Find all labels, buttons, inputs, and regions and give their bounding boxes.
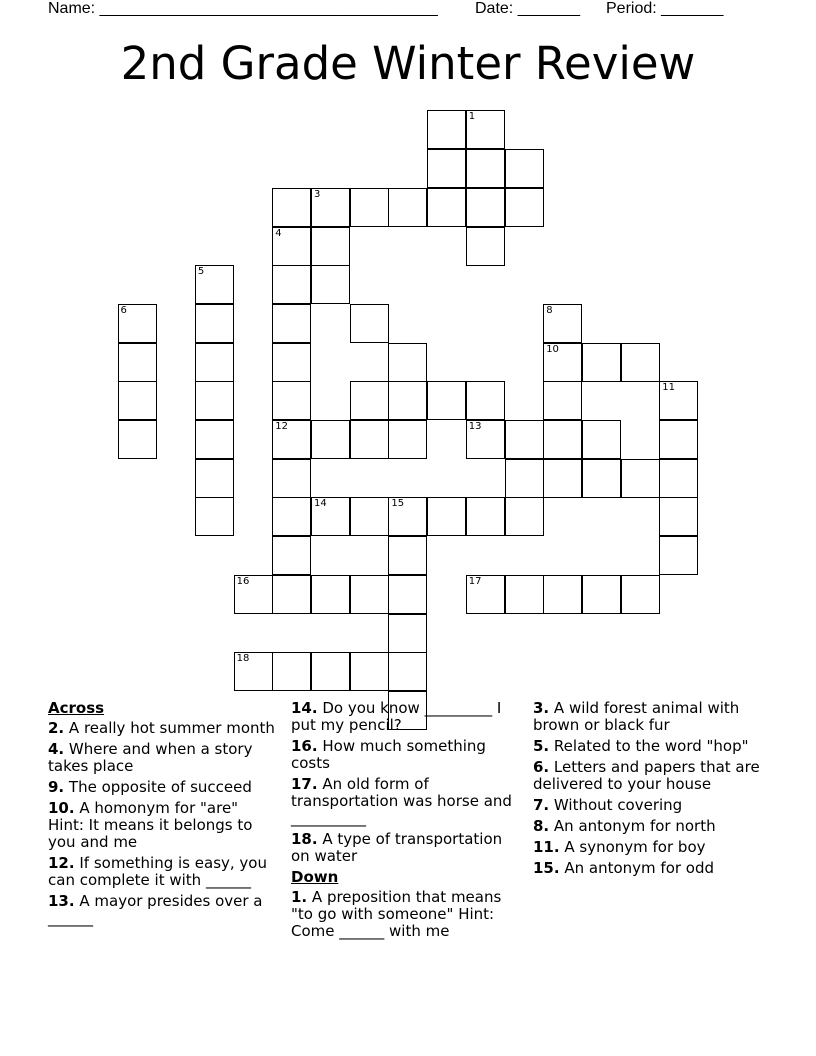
grid-cell[interactable]: [427, 497, 466, 536]
clue-item: [48, 855, 276, 889]
clue-number: 14.: [291, 699, 318, 717]
grid-cell[interactable]: [466, 149, 505, 188]
grid-cell[interactable]: [466, 575, 505, 614]
clue-text: How much something costs: [291, 737, 486, 772]
grid-cell[interactable]: [466, 188, 505, 227]
clues-column-2: [291, 700, 523, 944]
clue-item: [533, 839, 773, 856]
clue-number: 15.: [533, 859, 560, 877]
clue-text: A type of transportation on water: [291, 830, 503, 865]
grid-cell[interactable]: [388, 536, 427, 575]
grid-cell[interactable]: [272, 265, 311, 304]
clue-number: 10.: [48, 799, 75, 817]
grid-cell[interactable]: [505, 188, 544, 227]
clue-number: 9.: [48, 778, 65, 796]
down-clue-list-continued: [533, 700, 773, 877]
name-field[interactable]: Name: ______________________________________: [48, 0, 438, 17]
clue-number-label: 8: [546, 304, 553, 316]
grid-cell[interactable]: [543, 343, 582, 382]
grid-cell[interactable]: [505, 420, 544, 459]
clue-number: 5.: [533, 737, 550, 755]
clue-number: 3.: [533, 699, 550, 717]
clue-number: 11.: [533, 838, 560, 856]
grid-cell[interactable]: [543, 304, 582, 343]
grid-cell[interactable]: [272, 227, 311, 266]
grid-cell[interactable]: [466, 381, 505, 420]
clue-number-label: 11: [662, 382, 676, 394]
grid-cell[interactable]: [195, 343, 234, 382]
grid-cell[interactable]: [118, 381, 157, 420]
grid-cell[interactable]: [388, 420, 427, 459]
grid-cell[interactable]: [118, 304, 157, 343]
clue-item: [291, 889, 523, 940]
clue-item: [533, 818, 773, 835]
grid-cell[interactable]: [427, 188, 466, 227]
clue-text: If something is easy, you can complete it with ______: [48, 854, 267, 889]
down-clue-list: [291, 889, 523, 940]
grid-cell[interactable]: [272, 536, 311, 575]
clue-text: A really hot summer month: [68, 719, 275, 737]
clue-text: A synonym for boy: [564, 838, 706, 856]
grid-cell[interactable]: [466, 227, 505, 266]
grid-cell[interactable]: [118, 343, 157, 382]
grid-cell[interactable]: [427, 149, 466, 188]
clue-item: [291, 738, 523, 772]
grid-cell[interactable]: [388, 381, 427, 420]
grid-cell[interactable]: [388, 575, 427, 614]
grid-cell[interactable]: [388, 652, 427, 691]
grid-cell[interactable]: [311, 227, 350, 266]
grid-cell[interactable]: [350, 575, 389, 614]
clue-number-label: 1: [468, 111, 476, 123]
clues-column-1: [48, 700, 276, 931]
clue-item: [48, 779, 276, 796]
grid-cell[interactable]: [621, 575, 660, 614]
grid-cell[interactable]: [272, 381, 311, 420]
clue-text: An antonym for north: [553, 817, 716, 835]
grid-cell[interactable]: [543, 420, 582, 459]
grid-cell[interactable]: [621, 343, 660, 382]
period-field[interactable]: Period: _______: [606, 0, 724, 17]
clue-number-label: 4: [275, 227, 282, 239]
grid-cell[interactable]: [466, 110, 505, 149]
grid-cell[interactable]: [659, 459, 698, 498]
clues-column-3: [533, 700, 773, 881]
page-title: 2nd Grade Winter Review: [120, 37, 696, 90]
across-heading: Across: [48, 699, 105, 717]
clue-item: [48, 800, 276, 851]
clue-number-label: 13: [468, 421, 482, 432]
grid-cell[interactable]: [466, 420, 505, 459]
clue-item: [533, 759, 773, 793]
grid-cell[interactable]: [505, 497, 544, 536]
clue-item: [291, 831, 523, 865]
grid-cell[interactable]: [195, 265, 234, 304]
clue-item: [48, 720, 276, 737]
grid-cell[interactable]: [659, 420, 698, 459]
grid-cell[interactable]: [582, 343, 621, 382]
clue-text: Related to the word "hop": [553, 737, 749, 755]
grid-cell[interactable]: [272, 497, 311, 536]
grid-cell[interactable]: [582, 420, 621, 459]
clue-text: A preposition that means "to go with someone" Hint: Come ______ with me: [291, 888, 502, 940]
clue-number-label: 6: [120, 304, 127, 316]
grid-cell[interactable]: [311, 420, 350, 459]
clue-number: 1.: [291, 888, 308, 906]
grid-cell[interactable]: [272, 343, 311, 382]
grid-cell[interactable]: [350, 652, 389, 691]
grid-cell[interactable]: [272, 652, 311, 691]
grid-cell[interactable]: [543, 459, 582, 498]
clue-number-label: 14: [314, 498, 327, 510]
clue-item: [533, 738, 773, 755]
clue-text: A homonym for "are" Hint: It means it belongs to you and me: [48, 799, 253, 851]
clue-text: Do you know _________ I put my pencil?: [291, 699, 502, 734]
clue-number: 13.: [48, 892, 75, 910]
grid-cell[interactable]: [659, 497, 698, 536]
grid-cell[interactable]: [582, 459, 621, 498]
grid-cell[interactable]: [195, 420, 234, 459]
across-clue-list-continued: [291, 700, 523, 865]
grid-cell[interactable]: [543, 381, 582, 420]
grid-cell[interactable]: [195, 459, 234, 498]
grid-cell[interactable]: [272, 420, 311, 459]
clue-text: Where and when a story takes place: [48, 740, 253, 775]
grid-cell[interactable]: [234, 652, 273, 691]
clue-number-label: 5: [197, 266, 205, 278]
grid-cell[interactable]: [505, 149, 544, 188]
grid-cell[interactable]: [543, 575, 582, 614]
grid-cell[interactable]: [350, 381, 389, 420]
grid-cell[interactable]: [350, 497, 389, 536]
clue-number: 6.: [533, 758, 550, 776]
clue-text: An antonym for odd: [564, 859, 715, 877]
date-field[interactable]: Date: _______: [475, 0, 580, 17]
clue-number: 16.: [291, 737, 318, 755]
grid-cell[interactable]: [659, 536, 698, 575]
grid-cell[interactable]: [427, 381, 466, 420]
grid-cell[interactable]: [388, 188, 427, 227]
clue-number-label: 10: [546, 343, 559, 355]
grid-cell[interactable]: [195, 381, 234, 420]
grid-cell[interactable]: [195, 497, 234, 536]
clue-text: An old form of transportation was horse and __________: [291, 775, 512, 827]
clue-number-label: 15: [391, 498, 405, 510]
clue-item: [533, 700, 773, 734]
across-clue-list: [48, 720, 276, 927]
clue-number-label: 18: [236, 653, 250, 665]
grid-cell[interactable]: [350, 188, 389, 227]
grid-cell[interactable]: [388, 497, 427, 536]
clue-text: A mayor presides over a ______: [48, 892, 263, 927]
grid-cell[interactable]: [311, 575, 350, 614]
grid-cell[interactable]: [234, 575, 273, 614]
clue-text: Letters and papers that are delivered to your house: [533, 758, 760, 793]
clue-number-label: 3: [314, 188, 321, 200]
grid-cell[interactable]: [195, 304, 234, 343]
grid-cell[interactable]: [311, 265, 350, 304]
clue-number: 8.: [533, 817, 550, 835]
grid-cell[interactable]: [388, 343, 427, 382]
grid-cell[interactable]: [427, 110, 466, 149]
clue-text: Without covering: [553, 796, 683, 814]
clue-item: [291, 776, 523, 827]
grid-cell[interactable]: [311, 497, 350, 536]
grid-cell[interactable]: [272, 304, 311, 343]
clue-item: [533, 797, 773, 814]
clue-item: [48, 893, 276, 927]
grid-cell[interactable]: [388, 614, 427, 653]
down-heading: Down: [291, 868, 339, 886]
grid-cell[interactable]: [311, 188, 350, 227]
grid-cell[interactable]: [272, 188, 311, 227]
grid-cell[interactable]: [350, 420, 389, 459]
grid-cell[interactable]: [350, 304, 389, 343]
grid-cell[interactable]: [118, 420, 157, 459]
clue-number-label: 17: [468, 575, 482, 587]
grid-cell[interactable]: [466, 497, 505, 536]
clue-number: 7.: [533, 796, 550, 814]
clue-number: 18.: [291, 830, 318, 848]
clue-item: [533, 860, 773, 877]
grid-cell[interactable]: [659, 381, 698, 420]
grid-cell[interactable]: [505, 575, 544, 614]
grid-cell[interactable]: [272, 575, 311, 614]
grid-cell[interactable]: [311, 652, 350, 691]
grid-cell[interactable]: [582, 575, 621, 614]
clue-number: 17.: [291, 775, 318, 793]
clue-number-label: 16: [236, 575, 250, 587]
grid-cell[interactable]: [272, 459, 311, 498]
clue-item: [291, 700, 523, 734]
clue-text: A wild forest animal with brown or black fur: [533, 699, 740, 734]
clue-text: The opposite of succeed: [68, 778, 252, 796]
clue-number-label: 12: [275, 421, 289, 432]
grid-cell[interactable]: [621, 459, 660, 498]
clue-number: 2.: [48, 719, 65, 737]
clue-item: [48, 741, 276, 775]
clue-number: 4.: [48, 740, 65, 758]
clue-number: 12.: [48, 854, 75, 872]
grid-cell[interactable]: [505, 459, 544, 498]
